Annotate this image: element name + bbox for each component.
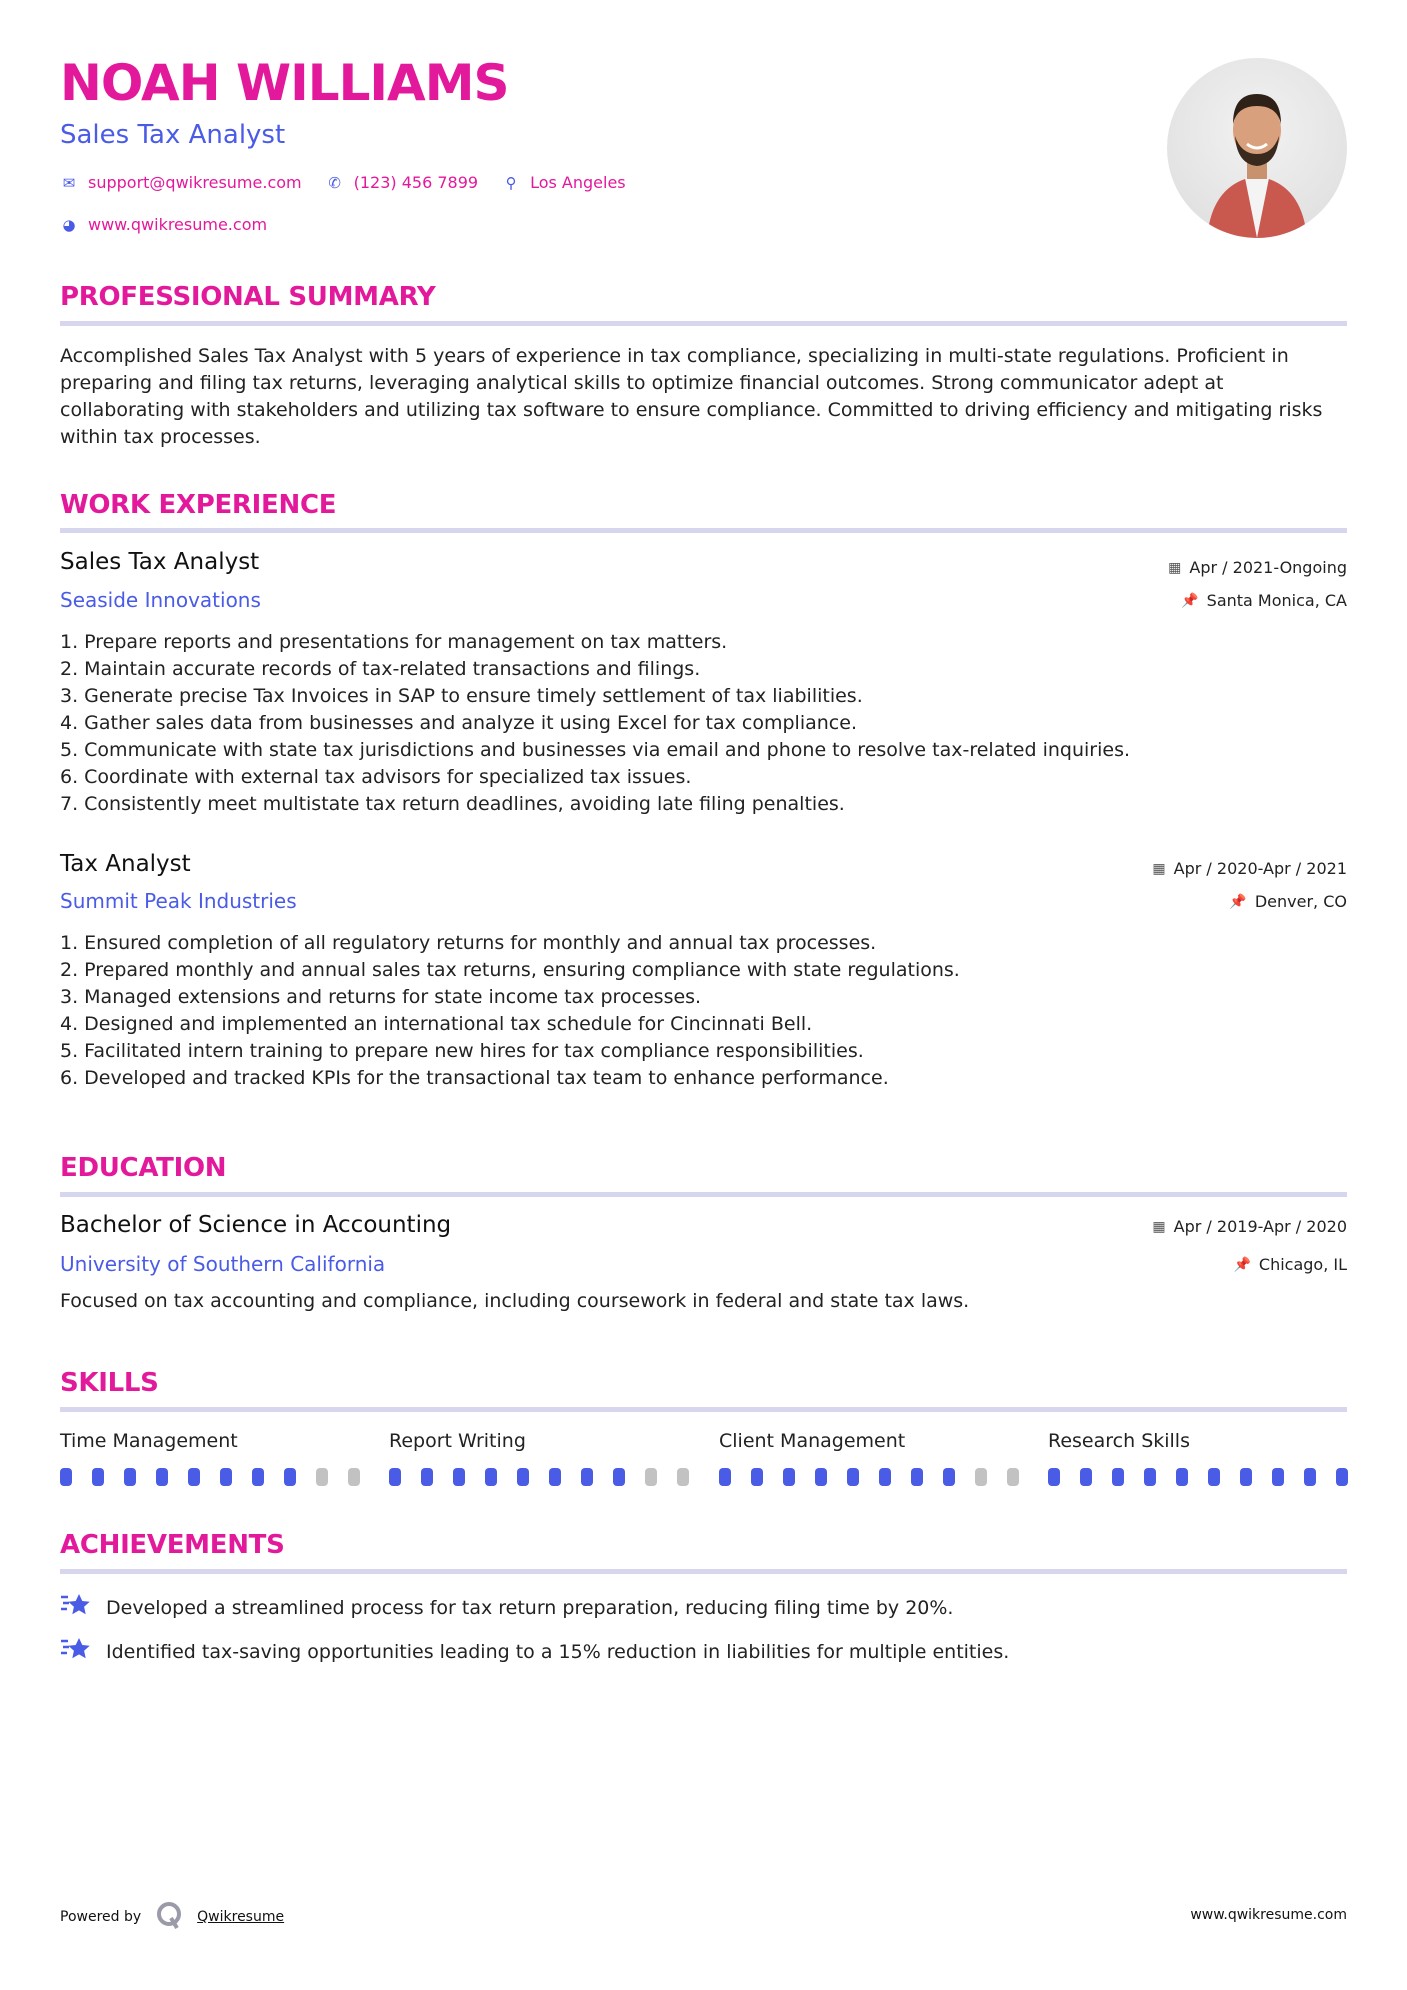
- calendar-icon: ▦: [1168, 559, 1182, 576]
- envelope-icon: ✉: [62, 173, 76, 192]
- website-link[interactable]: www.qwikresume.com: [88, 215, 268, 234]
- location-text: Santa Monica, CA: [1206, 591, 1347, 610]
- education-description: Focused on tax accounting and compliance, including coursework in federal and state tax laws.: [60, 1290, 970, 1312]
- job-title: Sales Tax Analyst: [60, 549, 260, 575]
- skill-dot-filled: [284, 1468, 296, 1486]
- skill-dot-filled: [1336, 1468, 1348, 1486]
- skill-dot-filled: [421, 1468, 433, 1486]
- map-pin-icon: ⚲: [505, 173, 517, 192]
- section-divider: [60, 1569, 1347, 1574]
- achievement-item: [60, 1635, 1009, 1668]
- section-heading-summary: PROFESSIONAL SUMMARY: [60, 282, 436, 312]
- star-award-icon: [60, 1591, 92, 1624]
- skill-rating: [1048, 1468, 1348, 1486]
- star-award-icon: [60, 1635, 92, 1668]
- list-item: 3. Generate precise Tax Invoices in SAP to ensure timely settlement of tax liabilities.: [60, 685, 863, 707]
- skill-dot-filled: [60, 1468, 72, 1486]
- skill-dot-filled: [92, 1468, 104, 1486]
- school-name: University of Southern California: [60, 1252, 386, 1276]
- email-link[interactable]: support@qwikresume.com: [88, 173, 302, 192]
- section-heading-education: EDUCATION: [60, 1153, 227, 1183]
- list-item: 1. Prepare reports and presentations for management on tax matters.: [60, 631, 728, 653]
- skill-dot-filled: [847, 1468, 859, 1486]
- footer-powered-by: [60, 1900, 284, 1934]
- globe-icon: ◕: [62, 215, 76, 234]
- location-text: Denver, CO: [1254, 892, 1347, 911]
- skill-dot-filled: [1272, 1468, 1284, 1486]
- list-item: 6. Coordinate with external tax advisors for specialized tax issues.: [60, 766, 692, 788]
- skill-dot-filled: [1080, 1468, 1092, 1486]
- skill-dot-filled: [1112, 1468, 1124, 1486]
- skill-dot-filled: [389, 1468, 401, 1486]
- qwikresume-logo-icon: [155, 1900, 183, 1934]
- candidate-title: Sales Tax Analyst: [60, 120, 286, 150]
- list-item: 1. Ensured completion of all regulatory returns for monthly and annual tax processes.: [60, 932, 877, 954]
- skill-dot-filled: [943, 1468, 955, 1486]
- pushpin-icon: 📌: [1229, 893, 1247, 910]
- skill-dot-filled: [1048, 1468, 1060, 1486]
- calendar-icon: ▦: [1152, 1218, 1166, 1235]
- skill-dot-filled: [1240, 1468, 1252, 1486]
- skill-name: Report Writing: [389, 1430, 526, 1452]
- phone-text: (123) 456 7899: [353, 173, 479, 192]
- skill-dot-filled: [879, 1468, 891, 1486]
- job-dates: [1152, 859, 1347, 878]
- date-range: Apr / 2019-Apr / 2020: [1173, 1217, 1347, 1236]
- skill-rating: [719, 1468, 1019, 1486]
- skill-rating: [389, 1468, 689, 1486]
- skill-dot-empty: [316, 1468, 328, 1486]
- date-range: Apr / 2021-Ongoing: [1189, 558, 1347, 577]
- section-heading-experience: WORK EXPERIENCE: [60, 490, 337, 520]
- skill-item: [60, 1430, 360, 1486]
- job-title: Tax Analyst: [60, 851, 191, 877]
- list-item: 5. Communicate with state tax jurisdictions and businesses via email and phone to resolve tax-related inquiries.: [60, 739, 1131, 761]
- list-item: 6. Developed and tracked KPIs for the transactional tax team to enhance performance.: [60, 1067, 889, 1089]
- list-item: 3. Managed extensions and returns for state income tax processes.: [60, 986, 702, 1008]
- section-heading-achievements: ACHIEVEMENTS: [60, 1530, 285, 1560]
- section-divider: [60, 1192, 1347, 1197]
- skill-item: [719, 1430, 1019, 1486]
- job-location: [1229, 892, 1347, 911]
- skill-dot-empty: [677, 1468, 689, 1486]
- calendar-icon: ▦: [1152, 860, 1166, 877]
- skill-item: [1048, 1430, 1348, 1486]
- skill-item: [389, 1430, 689, 1486]
- skill-dot-filled: [911, 1468, 923, 1486]
- location-text: Los Angeles: [530, 173, 626, 192]
- skill-dot-filled: [517, 1468, 529, 1486]
- skill-name: Client Management: [719, 1430, 906, 1452]
- section-heading-skills: SKILLS: [60, 1368, 159, 1398]
- summary-text: Accomplished Sales Tax Analyst with 5 years of experience in tax compliance, specializing in multi-state regulations. Proficient in preparing and filing tax returns, leveraging analytical skills to optimize financial outcomes. Strong communicator adept at collaborating with stakeholders and utilizing tax software to ensure compliance. Committed to driving efficiency and mitigating risks within tax processes.: [60, 345, 1323, 448]
- candidate-name: NOAH WILLIAMS: [60, 54, 509, 112]
- date-range: Apr / 2020-Apr / 2021: [1173, 859, 1347, 878]
- list-item: 7. Consistently meet multistate tax return deadlines, avoiding late filing penalties.: [60, 793, 845, 815]
- skill-dot-empty: [645, 1468, 657, 1486]
- job-dates: [1168, 558, 1347, 577]
- skill-dot-filled: [220, 1468, 232, 1486]
- skill-dot-filled: [815, 1468, 827, 1486]
- footer-website[interactable]: www.qwikresume.com: [1190, 1907, 1347, 1923]
- skill-dot-filled: [156, 1468, 168, 1486]
- company-name: Summit Peak Industries: [60, 889, 297, 913]
- job-bullets: [60, 629, 1350, 818]
- skill-dot-filled: [124, 1468, 136, 1486]
- skill-dot-filled: [453, 1468, 465, 1486]
- skill-dot-empty: [1007, 1468, 1019, 1486]
- skill-dot-empty: [975, 1468, 987, 1486]
- skill-dot-filled: [719, 1468, 731, 1486]
- section-divider: [60, 1407, 1347, 1412]
- list-item: 4. Designed and implemented an international tax schedule for Cincinnati Bell.: [60, 1013, 813, 1035]
- skill-dot-filled: [1208, 1468, 1220, 1486]
- achievement-text: Identified tax-saving opportunities leading to a 15% reduction in liabilities for multiple entities.: [106, 1640, 1010, 1663]
- skill-dot-filled: [1304, 1468, 1316, 1486]
- skill-dot-filled: [252, 1468, 264, 1486]
- location-text: Chicago, IL: [1258, 1255, 1347, 1274]
- job-location: [1181, 591, 1347, 610]
- skill-dot-filled: [1144, 1468, 1156, 1486]
- skill-name: Research Skills: [1048, 1430, 1190, 1452]
- skill-dot-filled: [188, 1468, 200, 1486]
- education-location: [1233, 1255, 1347, 1274]
- skill-name: Time Management: [60, 1430, 238, 1452]
- skill-rating: [60, 1468, 360, 1486]
- section-divider: [60, 321, 1347, 326]
- skill-dot-filled: [751, 1468, 763, 1486]
- achievement-text: Developed a streamlined process for tax return preparation, reducing filing time by 20%.: [106, 1596, 954, 1619]
- profile-photo: [1167, 58, 1347, 238]
- job-bullets: [60, 930, 1350, 1092]
- achievement-item: [60, 1591, 953, 1624]
- skill-dot-filled: [549, 1468, 561, 1486]
- phone-icon: ✆: [328, 173, 341, 192]
- pushpin-icon: 📌: [1181, 592, 1199, 609]
- powered-by-label: Powered by: [60, 1909, 142, 1925]
- list-item: 4. Gather sales data from businesses and analyze it using Excel for tax compliance.: [60, 712, 857, 734]
- skill-dot-empty: [348, 1468, 360, 1486]
- list-item: 2. Prepared monthly and annual sales tax returns, ensuring compliance with state regulations.: [60, 959, 960, 981]
- website-row: [60, 215, 281, 234]
- list-item: 5. Facilitated intern training to prepare new hires for tax compliance responsibilities.: [60, 1040, 864, 1062]
- education-dates: [1152, 1217, 1347, 1236]
- skill-dot-filled: [581, 1468, 593, 1486]
- section-divider: [60, 528, 1347, 533]
- skill-dot-filled: [613, 1468, 625, 1486]
- qwikresume-link[interactable]: Qwikresume: [197, 1909, 285, 1925]
- company-name: Seaside Innovations: [60, 588, 261, 612]
- skill-dot-filled: [485, 1468, 497, 1486]
- contact-row: [60, 173, 640, 192]
- degree-title: Bachelor of Science in Accounting: [60, 1212, 452, 1238]
- skill-dot-filled: [783, 1468, 795, 1486]
- pushpin-icon: 📌: [1233, 1256, 1251, 1273]
- skill-dot-filled: [1176, 1468, 1188, 1486]
- list-item: 2. Maintain accurate records of tax-related transactions and filings.: [60, 658, 701, 680]
